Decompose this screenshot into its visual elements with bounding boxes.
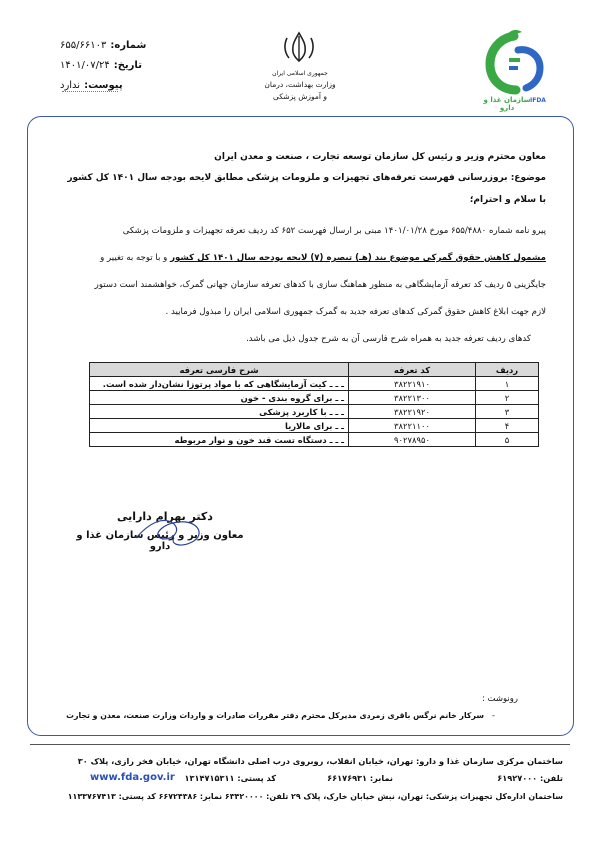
row-number: ۴ bbox=[476, 419, 539, 433]
tariff-code: ۳۸۲۲۱۱۰۰ bbox=[349, 419, 476, 433]
table-row bbox=[90, 391, 539, 405]
emblem-text-2: وزارت بهداشت، درمان bbox=[264, 80, 336, 89]
letter-subject: موضوع: بروزرسانی فهرست تعرفه‌های تجهیزات و ملزومات پزشکی مطابق لایحه بودجه سال ۱۴۰۱ کل کشور bbox=[67, 173, 546, 183]
row-number: ۲ bbox=[476, 391, 539, 405]
tariff-description: ـ ـ برای گروه بندی - خون bbox=[90, 391, 349, 405]
table-row bbox=[90, 377, 539, 391]
footer-postal-1: کد پستی: ۱۳۱۴۷۱۵۳۱۱ bbox=[184, 773, 276, 783]
footer-address-1: ساختمان مرکزی سازمان غذا و دارو: تهران، خیابان انقلاب، روبروی درب اصلی دانشگاه تهران، خیابان فخر رازی، پلاک ۳۰ bbox=[77, 756, 563, 766]
tariff-table bbox=[89, 362, 539, 447]
col-desc-header: شرح فارسی تعرفه bbox=[90, 363, 349, 377]
row-number: ۱ bbox=[476, 377, 539, 391]
attachment-dotted-line bbox=[62, 91, 118, 92]
row-number: ۵ bbox=[476, 433, 539, 447]
tariff-description: ـ ـ ـ دستگاه تست قند خون و نوار مربوطه bbox=[90, 433, 349, 447]
table-row bbox=[90, 405, 539, 419]
body-line-4: لازم جهت ابلاغ کاهش حقوق گمرکی کدهای تعرفه جدید به گمرک جمهوری اسلامی ایران را مبذول فرمایید . bbox=[165, 307, 546, 317]
emblem-text-1: جمهوری اسلامی ایران bbox=[272, 70, 328, 77]
body-line-2 bbox=[46, 252, 546, 264]
tariff-description: ـ ـ برای مالاریا bbox=[90, 419, 349, 433]
body-line-1: پیرو نامه شماره ۶۵۵/۴۸۸۰ مورخ ۱۴۰۱/۰۱/۲۸ مبنی بر ارسال فهرست ۶۵۲ کد ردیف تعرفه تجهیزات و ملزومات پزشکی bbox=[122, 226, 546, 236]
emblem-text-3: و آموزش پزشکی bbox=[272, 92, 328, 101]
letter-attachment bbox=[60, 80, 123, 91]
letter-greeting: با سلام و احترام؛ bbox=[469, 195, 546, 205]
number-value: ۶۵۵/۶۶۱۰۳ bbox=[60, 40, 107, 51]
attachment-label: پیوست: bbox=[84, 80, 123, 91]
table-header-row bbox=[90, 363, 539, 377]
footer-divider bbox=[30, 744, 570, 745]
letter-date bbox=[60, 60, 142, 71]
footer-tel-1: تلفن: ۶۱۹۲۷۰۰۰ bbox=[497, 773, 563, 783]
attachment-value: ندارد bbox=[60, 80, 81, 91]
letter-recipient: معاون محترم وزیر و رئیس کل سازمان توسعه تجارت ، صنعت و معدن ایران bbox=[214, 152, 546, 162]
cc-dash: - bbox=[492, 711, 495, 720]
tariff-code: ۳۸۲۲۱۹۲۰ bbox=[349, 405, 476, 419]
tariff-code: ۳۸۲۲۱۳۰۰ bbox=[349, 391, 476, 405]
footer-website-link[interactable]: www.fda.gov.ir bbox=[90, 772, 175, 783]
cc-label: رونوشت : bbox=[481, 694, 518, 704]
signature-scribble bbox=[130, 508, 220, 554]
fda-logo-abbr: IFDA bbox=[530, 97, 546, 104]
date-value: ۱۴۰۱/۰۷/۲۴ bbox=[60, 60, 110, 71]
signer-title: معاون وزیر و رئیس سازمان غذا و دارو bbox=[76, 530, 244, 552]
col-row-header: ردیف bbox=[476, 363, 539, 377]
col-code-header: کد تعرفه bbox=[349, 363, 476, 377]
body-line-3: جایگزینی ۵ ردیف کد تعرفه آزمایشگاهی به منظور هماهنگ سازی با کدهای تعرفه سازمان جهانی گمرک، خواهشمند است دستور bbox=[94, 280, 546, 290]
signer-name: دکتر بهرام دارایی bbox=[117, 510, 213, 523]
table-row bbox=[90, 419, 539, 433]
footer-address-2: ساختمان اداره‌کل تجهیزات پزشکی: تهران، نبش خیابان خارک، پلاک ۲۹ تلفن: ۶۳۴۲۰۰۰۰ نمابر: ۶۶۷۲۴۳۸۶ کد پستی: ۱۱۳۳۷۶۷۴۱۳ bbox=[67, 792, 563, 801]
cc-line: سرکار خانم نرگس باقری زمردی مدیرکل محترم دفتر مقررات صادرات و واردات وزارت صنعت، معدن و تجارت bbox=[66, 711, 484, 720]
row-number: ۳ bbox=[476, 405, 539, 419]
tariff-code: ۳۸۲۲۱۹۱۰ bbox=[349, 377, 476, 391]
letter-number bbox=[60, 40, 146, 51]
tariff-description: ـ ـ ـ کیت آزمایشگاهی که با مواد پرتوزا نشان‌دار شده است. bbox=[90, 377, 349, 391]
fda-logo-text: سازمان غذا و دارو bbox=[483, 96, 531, 112]
date-label: تاریخ: bbox=[113, 60, 142, 71]
body-line-5: کدهای ردیف تعرفه جدید به همراه شرح فارسی آن به شرح جدول ذیل می باشد. bbox=[246, 334, 531, 344]
number-label: شماره: bbox=[110, 40, 147, 51]
table-row bbox=[90, 433, 539, 447]
tariff-description: ـ ـ ـ با کاربرد پزشکی bbox=[90, 405, 349, 419]
emblem-icon bbox=[279, 30, 319, 64]
iran-emblem bbox=[279, 30, 319, 64]
body-line-2-rest: و با توجه به تغییر و bbox=[100, 253, 168, 263]
footer-fax-1: نمابر: ۶۶۱۷۶۹۳۱ bbox=[327, 773, 393, 783]
tariff-code: ۹۰۲۷۸۹۵۰ bbox=[349, 433, 476, 447]
body-line-2-bold: مشمول کاهش حقوق گمرکی موضوع بند (هـ) تبصره (۷) لایحه بودجه سال ۱۴۰۱ کل کشور bbox=[170, 253, 546, 263]
